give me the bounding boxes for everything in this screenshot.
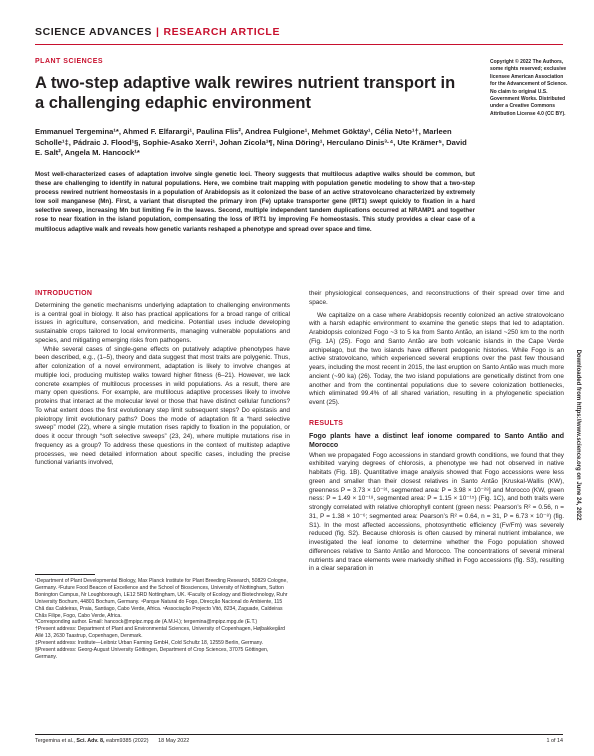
download-notice-text: Downloaded from https://www.science.org on June 24, 2022 [575,349,581,521]
abstract: Most well-characterized cases of adaptation involve single genetic loci. Theory suggests that multilocus adaptive walks should be common, but these are challenging to identify in natural populations. Here, we combine trait mapping with population genetic modeling to show that a two-step process rewired nutrient homeostasis in a population of Arabidopsis as it colonized the base of an active stratovolcano characterized by extremely low soil manganese (Mn). First, a variant that disrupted the primary iron (Fe) uptake transporter gene (IRT1) swept quickly to fixation in a hard selective sweep, increasing Mn but limiting Fe in the leaves. Second, multiple independent tandem duplications occurred at NRAMP1 and together rose to near fixation in the island population, compensating the loss of IRT1 by improving Fe homeostasis. This study provides a clear case of a multilocus adaptive walk and reveals how genetic variants reshaped a phenotype and spread over space and time. [35,171,475,233]
footer-citation [35,738,189,744]
page-number: 1 of 14 [546,738,563,744]
journal-name: SCIENCE ADVANCES [35,26,152,38]
col2-paragraph: We capitalize on a case where Arabidopsis recently colonized an active stratovolcano with a harsh edaphic environment to examine the genetic steps that led to adaptation. Arabidopsis colonized Fogo ~3 to 5 ka from Santo Antão, an island ~250 km to the north (Fig. 1A) (25). Fogo and Santo Antão are both volcanic islands in the Cape Verde archipelago, but the two islands have different pedogenic histories. While Fogo is an active stratovolcano, which experienced several eruptions over the past few thousand years, including the most recent in 2015, the last eruption on Santo Antão was much more ancient (~90 ka) (26). Today, the two island populations are genetically distinct from one another and from the continental populations due to severe colonization bottlenecks, which eliminated 99.4% of all shared variation, resulting in a phylogenetic speciation event (25). [309,311,564,406]
results-heading: RESULTS [309,419,344,427]
present-address-note: ‡Present address: Institute—Leibniz Urban Farming GmbH, Cold Schultz 18, 12559 Berlin, Germany. [35,640,264,647]
download-notice [573,250,583,620]
section-label: PLANT SCIENCES [35,58,104,65]
footer-date: 18 May 2022 [158,738,190,744]
affiliations: ¹Department of Plant Developmental Biology, Max Planck Institute for Plant Breeding Research, 50829 Cologne, Germany. ²Future Food Beacon of Excellence and the School of Biosciences, University of Nottingham, Sutton Bonington Campus, Nr Loughborough, LE12 5RD Nottingham, UK. ³Faculty of Ecology and Biotechnology, Ruhr University Bochum, 44801 Bochum, Germany. ⁴Parque Natural do Fogo, Direcção Nacional do Ambiente, 115 Chã das Caldeiras, Praia, Santiago, Cabo Verde, Africa. ⁵Associação Projecto Vitó, 8234, Zaguade, Caldeiras Chãs Filipe, Fogo, Cabo Verde, Africa. [35,578,288,619]
introduction-heading: INTRODUCTION [35,290,93,297]
footer-rule [35,734,563,735]
footer-journal: Sci. Adv. 8, [76,738,105,744]
header-rule [35,44,563,45]
left-column [35,290,290,468]
results-paragraph: When we propagated Fogo accessions in standard growth conditions, we found that they exhibited varying degrees of chlorosis, a phenotype we had not observed in native habitats (Fig. 1B). Quantitative image analysis showed that Fogo accessions were less green and smaller than their closest relatives in Santo Antão [Kruskal-Wallis (KW), greenness P = 3.73 × 10⁻³¹, segmented area: P = 3.98 × 10⁻²⁸] and Morocco (KW, green ness: P = 1.49 × 10⁻¹⁸, segmented area: P = 1.15 × 10⁻¹⁵) (Fig. 1C), and both traits were strongly correlated with relative chlorophyll content (green ness: Pearson’s R² = 0.56, n = 31, P = 1.38 × 10⁻⁶; segmented area: Pearson’s R² = 0.64, n = 31, P = 6.73 × 10⁻⁸) (fig. S1). In the most affected accessions, photosynthetic efficiency (Fv/Fm) was severely reduced (fig. S2). Because chlorosis is often caused by mineral nutrient imbalance, we investigated the leaf ionome to determine whether the Fogo population showed differences relative to Santo Antão and Morocco. The concentrations of several mineral nutrients and trace elements were markedly shifted in Fogo accessions (fig. S3), resulting in a clear separation in [309,451,564,573]
present-address-note: †Present address: Department of Plant and Environmental Sciences, University of Copenhagen, Højbakkegård Allé 13, 2630 Taastrup, Copenhagen, Denmark. [35,626,286,640]
header-separator: | [155,26,160,38]
article-title: A two-step adaptive walk rewires nutrient transport in a challenging edaphic environment [35,74,456,112]
right-column [309,290,564,574]
results-subheading: Fogo plants have a distinct leaf ionome compared to Santo Antão and Morocco [309,432,564,449]
continuation-text: their physiological consequences, and reconstructions of their spread over time and space. [309,290,564,306]
author-list: Emmanuel Tergemina¹*, Ahmed F. Elfarargi¹, Paulina Flis², Andrea Fulgione¹, Mehmet Göktäy¹, Célia Neto¹†, Marleen Scholle¹‡, Pádraic J. Flood¹§, Sophie-Asako Xerri¹, Johan Zicola¹¶, Nina Döring¹, Herculano Dinis³·⁴, Ute Krämer⁵, David E. Salt², Angela M. Hancock¹* [35,127,467,158]
footer-article-id: eabm9385 (2022) [106,738,149,744]
journal-header [35,26,280,38]
copyright-notice: Copyright © 2022 The Authors, some rights reserved; exclusive licensee American Association for the Advancement of Science. No claim to original U.S. Government Works. Distributed under a Creative Commons Attribution License 4.0 (CC BY). [490,59,568,117]
article-type: RESEARCH ARTICLE [163,26,281,38]
footnote-rule [35,574,95,575]
intro-paragraph-1: Determining the genetic mechanisms underlying adaptation to challenging environments is a central goal in biology. It also has practical applications for a broad range of critical issues in agriculture, conservation, and medicine. Potential uses include developing sustainable crops tailored to local environments, managing vulnerable populations and species, and mitigating emerging risks from pathogens. [35,301,290,344]
affiliation-footnotes [35,578,290,661]
footer-authors: Tergemina et al., [35,738,75,744]
intro-paragraph-2: While several cases of single-gene effects on putatively adaptive phenotypes have been described, e.g., (1–5), theory and data suggest that most traits are polygenic. Thus, after colonization of a novel environment, adaptation is likely to involve changes at multiple loci, producing multistep walks toward higher fitness (6–21). However, we lack concrete examples of multilocus processes in wild populations. As a result, there are many open questions. For example, are multilocus adaptive processes likely to involve proteins that interact at the molecular level or those that have distinct cellular functions? To what extent does the first evolutionary step limit subsequent steps? Do epistasis and pleiotropy limit evolutionary paths? Does the mode of adaptation fit a “hard selective sweep” model (22), where a single mutation rises rapidly to fixation in the population, or does it occur through “soft selective sweeps” (23, 24), where multiple mutations rise in frequency as a group? To address these questions in the context of multistep adaptive processes, we need detailed information about specific cases, including the precise functional variants involved, [35,345,290,467]
present-address-note: §Present address: Georg-August University Göttingen, Department of Crop Sciences, 37075 Göttingen, Germany. [35,647,269,660]
corresponding-author-note: *Corresponding author. Email: hancock@mpipz.mpg.de (A.M.H.); tergemina@mpipz.mpg.de (E.T.) [35,619,258,626]
